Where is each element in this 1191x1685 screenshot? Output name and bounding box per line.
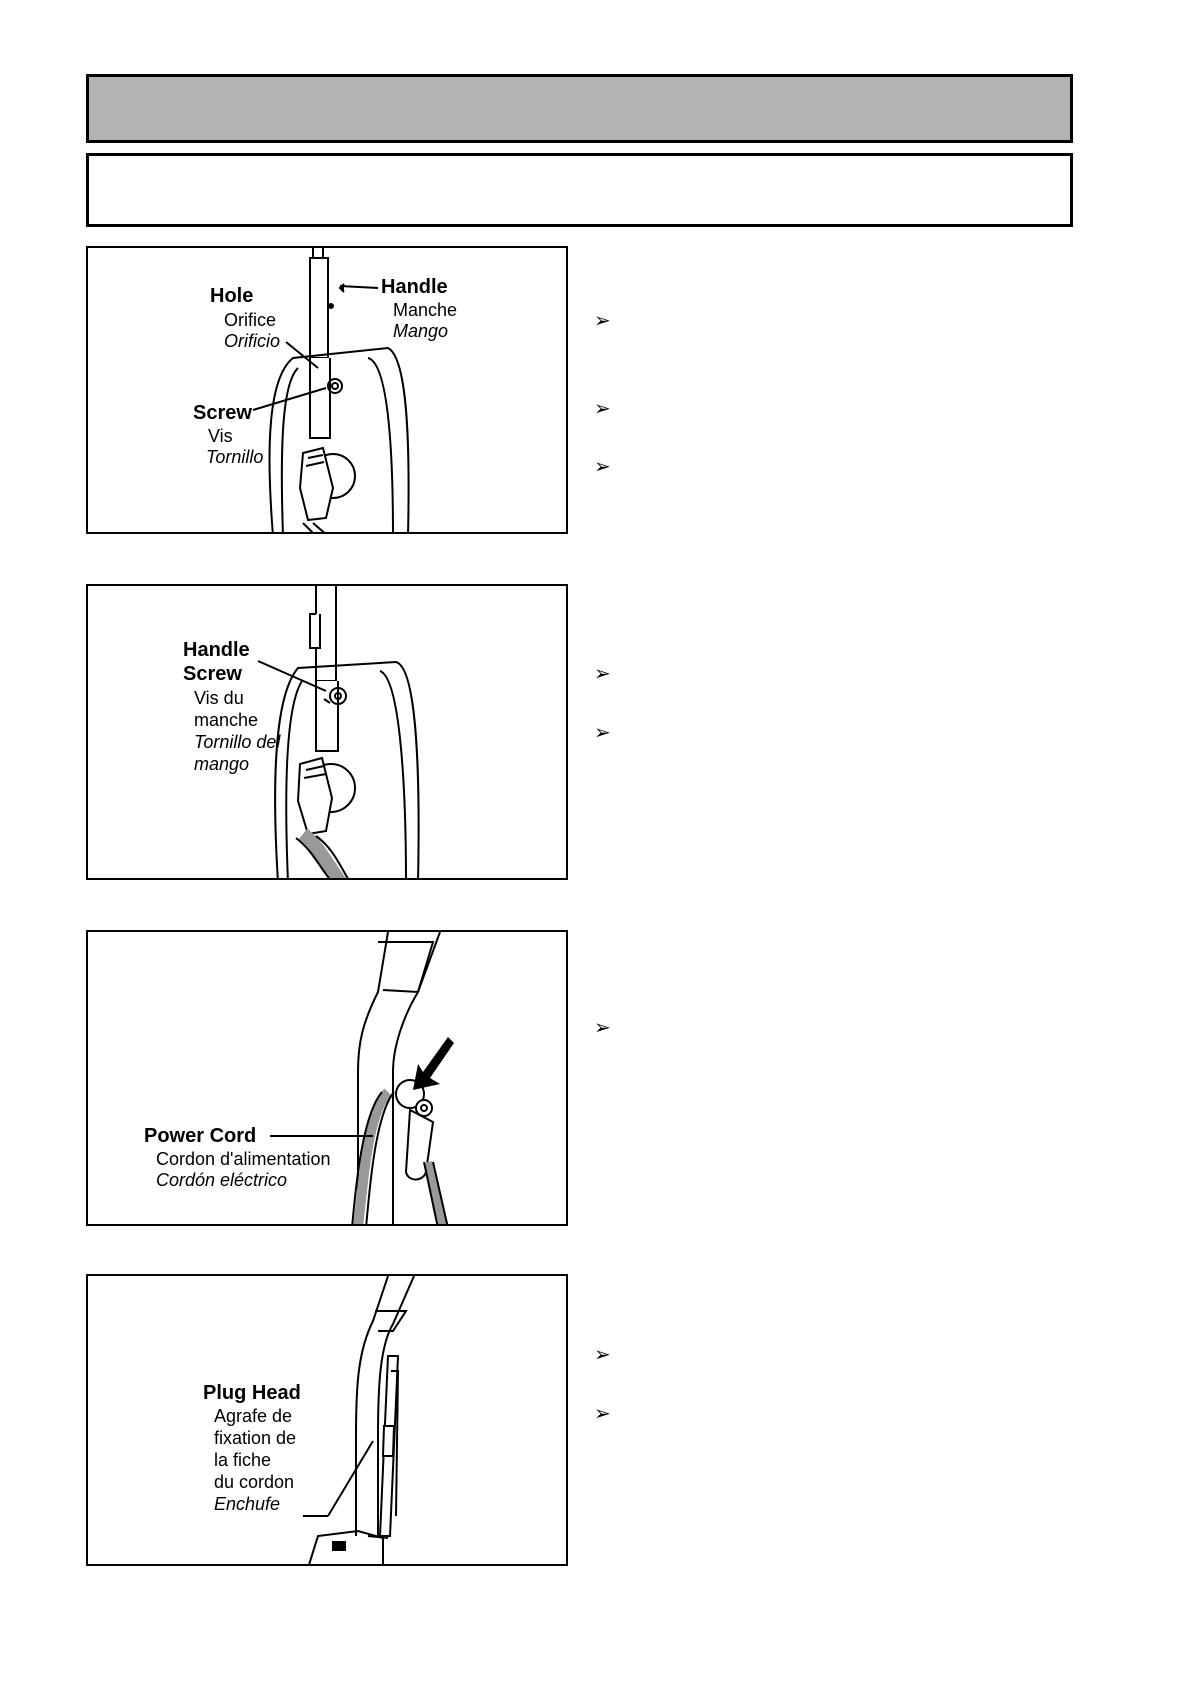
vacuum-handle-screw-illustration [88, 586, 568, 880]
label-screw-en: Screw [193, 402, 252, 424]
label-screw-es: Tornillo [206, 447, 264, 467]
label-power-cord-es: Cordón eléctrico [156, 1170, 288, 1190]
label-handle-screw-es2: mango [194, 754, 250, 774]
label-plug-head-fr4: du cordon [214, 1472, 295, 1492]
label-handle-screw-en2: Screw [183, 663, 242, 685]
label-hole-en: Hole [210, 285, 254, 307]
label-handle-screw-fr2: manche [194, 710, 259, 730]
section-subtitle-box [86, 153, 1073, 227]
label-handle-fr: Manche [393, 300, 458, 320]
label-power-cord-fr: Cordon d'alimentation [156, 1149, 331, 1169]
bullet-arrow-icon: ➢ [594, 1015, 611, 1039]
section-title-bar [86, 74, 1073, 143]
illustration-panel-handle-hole [86, 246, 568, 534]
illustration-panel-power-cord [86, 930, 568, 1226]
label-hole-es: Orificio [224, 331, 281, 351]
bullet-arrow-icon: ➢ [594, 396, 611, 420]
label-plug-head-fr1: Agrafe de [214, 1406, 293, 1426]
illustration-panel-plug-head [86, 1274, 568, 1566]
plug-head-illustration [88, 1276, 568, 1566]
vacuum-handle-illustration [88, 248, 568, 534]
bullet-arrow-icon: ➢ [594, 1342, 611, 1366]
label-handle-es: Mango [393, 321, 449, 341]
label-plug-head-fr2: fixation de [214, 1428, 297, 1448]
bullet-arrow-icon: ➢ [594, 661, 611, 685]
label-handle-screw-es1: Tornillo del [194, 732, 281, 752]
label-plug-head-fr3: la fiche [214, 1450, 272, 1470]
label-handle-screw-fr1: Vis du [194, 688, 244, 708]
illustration-panel-handle-screw [86, 584, 568, 880]
bullet-arrow-icon: ➢ [594, 720, 611, 744]
bullet-arrow-icon: ➢ [594, 308, 611, 332]
bullet-arrow-icon: ➢ [594, 454, 611, 478]
label-plug-head-es: Enchufe [214, 1494, 281, 1514]
label-hole-fr: Orifice [224, 310, 277, 330]
label-power-cord-en: Power Cord [144, 1125, 257, 1147]
bullet-arrow-icon: ➢ [594, 1401, 611, 1425]
label-screw-fr: Vis [208, 426, 233, 446]
label-handle-screw-en1: Handle [183, 639, 250, 661]
label-handle-en: Handle [381, 276, 448, 298]
label-plug-head-en: Plug Head [203, 1382, 301, 1404]
